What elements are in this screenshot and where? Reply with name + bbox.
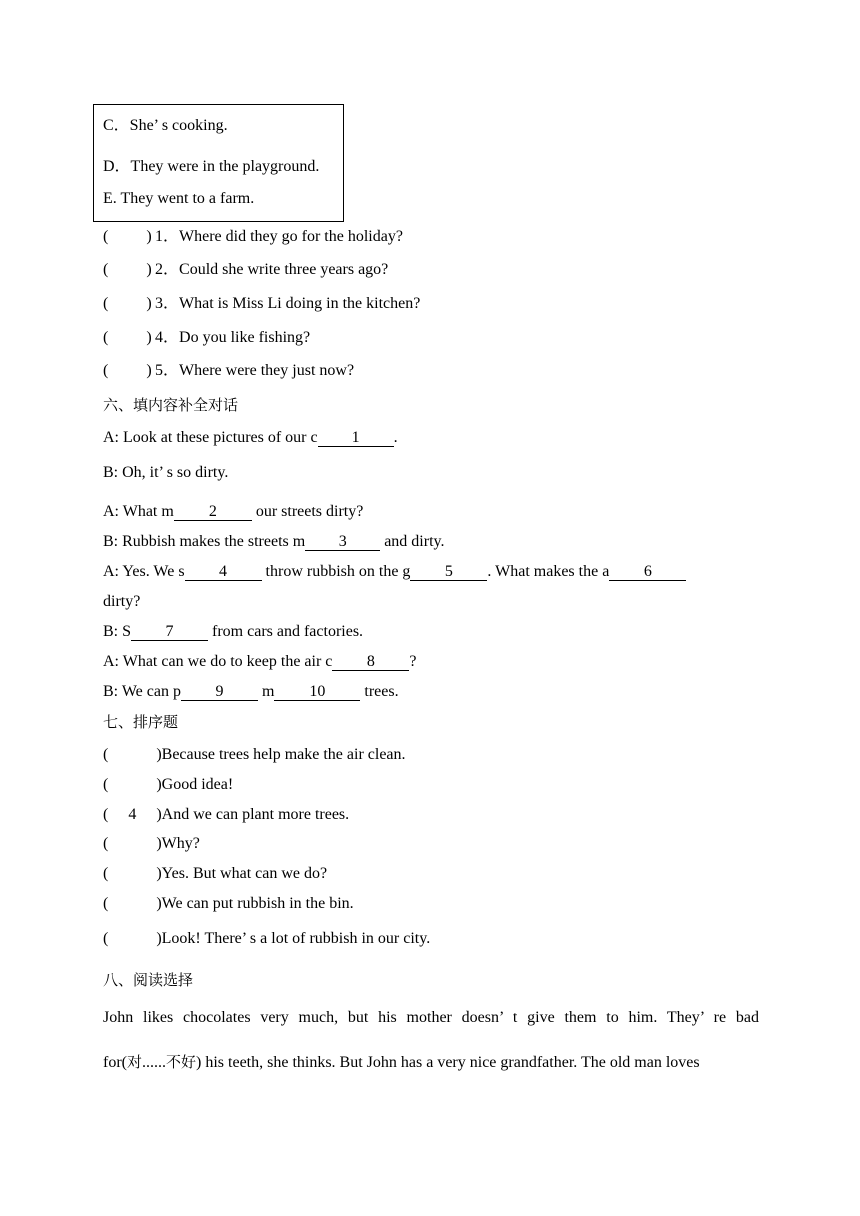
order-text: )Yes. But what can we do? (156, 865, 328, 882)
order-item-4 (103, 834, 200, 854)
dialogue-text: A: What can we do to keep the air c (103, 653, 333, 670)
dialogue-text: B: We can p (103, 683, 181, 700)
blank-5[interactable]: 5 (410, 563, 487, 581)
dialogue-text: B: Rubbish makes the streets m (103, 533, 306, 550)
order-bracket: ( (103, 865, 109, 882)
option-c: C．She’ s cooking. (103, 117, 228, 134)
match-question-5 (103, 361, 354, 381)
dialogue-text: A: What m (103, 503, 174, 520)
reading-paragraph-line-2 (103, 1052, 759, 1073)
paragraph-text: for( (103, 1054, 127, 1071)
blank-6[interactable]: 6 (609, 563, 686, 581)
order-item-7 (103, 929, 430, 949)
dialogue-text: throw rubbish on the g (261, 563, 411, 580)
dialogue-line-7 (103, 652, 417, 672)
dialogue-text: . What makes the a (487, 563, 610, 580)
order-bracket: ( (103, 806, 109, 823)
dialogue-line-6 (103, 622, 363, 642)
question-text: Could she write three years ago? (179, 261, 389, 278)
dialogue-line-2: B: Oh, it’ s so dirty. (103, 464, 229, 481)
question-number: 1． (155, 228, 180, 245)
reading-paragraph-line-1: John likes chocolates very much, but his mother doesn’ t give them to him. They’ re bad (103, 1009, 759, 1026)
paragraph-text: ...... (142, 1054, 166, 1071)
answer-bracket: ( ) (103, 261, 152, 278)
dialogue-text: m (257, 683, 275, 700)
order-bracket: ( (103, 746, 109, 763)
question-number: 2． (155, 261, 180, 278)
order-answer[interactable]: 4 (128, 806, 137, 823)
order-bracket: ( (103, 895, 109, 912)
order-text: )And we can plant more trees. (156, 806, 350, 823)
paragraph-text: 对 (126, 1053, 142, 1071)
dialogue-text: ? (409, 653, 417, 670)
dialogue-text: from cars and factories. (208, 623, 364, 640)
match-question-2 (103, 260, 388, 280)
match-question-1 (103, 227, 403, 247)
section-6-heading: 六、填内容补全对话 (103, 396, 239, 414)
option-d: D．They were in the playground. (103, 158, 320, 175)
section-7-heading: 七、排序题 (103, 713, 179, 731)
answer-bracket: ( ) (103, 329, 152, 346)
order-text: )Good idea! (156, 776, 234, 793)
dialogue-text: our streets dirty? (251, 503, 364, 520)
order-text: )We can put rubbish in the bin. (156, 895, 354, 912)
order-item-1 (103, 745, 406, 765)
order-item-6 (103, 894, 354, 914)
order-item-2 (103, 775, 233, 795)
paragraph-text: ) his teeth, she thinks. But John has a very nice grandfather. The old man loves (196, 1054, 700, 1071)
question-number: 5． (155, 362, 180, 379)
dialogue-text: . (393, 429, 398, 446)
answer-bracket: ( ) (103, 228, 152, 245)
blank-4[interactable]: 4 (185, 563, 262, 581)
blank-3[interactable]: 3 (305, 533, 380, 551)
dialogue-line-1 (103, 428, 398, 448)
dialogue-line-8 (103, 682, 399, 702)
blank-2[interactable]: 2 (174, 503, 252, 521)
blank-1[interactable]: 1 (318, 429, 394, 447)
section-8-heading: 八、阅读选择 (103, 971, 194, 989)
dialogue-text: B: S (103, 623, 132, 640)
dialogue-line-5 (103, 562, 686, 582)
blank-8[interactable]: 8 (332, 653, 409, 671)
question-text: What is Miss Li doing in the kitchen? (179, 295, 421, 312)
option-e: E. They went to a farm. (103, 190, 255, 207)
order-text: )Look! There’ s a lot of rubbish in our city. (156, 930, 431, 947)
question-text: Do you like fishing? (179, 329, 311, 346)
blank-10[interactable]: 10 (274, 683, 360, 701)
paragraph-text: 不好 (166, 1053, 197, 1071)
question-number: 4． (155, 329, 180, 346)
dialogue-line-5-cont: dirty? (103, 593, 141, 610)
dialogue-text: and dirty. (380, 533, 445, 550)
order-text: )Why? (156, 835, 200, 852)
order-item-5 (103, 864, 327, 884)
order-bracket: ( (103, 930, 109, 947)
dialogue-text: A: Look at these pictures of our c (103, 429, 318, 446)
order-item-3 (103, 805, 349, 825)
blank-7[interactable]: 7 (131, 623, 208, 641)
dialogue-line-3 (103, 502, 363, 522)
dialogue-line-4 (103, 532, 444, 552)
question-text: Where did they go for the holiday? (179, 228, 403, 245)
blank-9[interactable]: 9 (181, 683, 258, 701)
match-question-4 (103, 328, 310, 348)
order-bracket: ( (103, 835, 109, 852)
order-bracket: ( (103, 776, 109, 793)
question-text: Where were they just now? (179, 362, 355, 379)
dialogue-text: A: Yes. We s (103, 563, 185, 580)
answer-bracket: ( ) (103, 295, 152, 312)
question-number: 3． (155, 295, 180, 312)
dialogue-text: trees. (360, 683, 399, 700)
answer-bracket: ( ) (103, 362, 152, 379)
order-text: )Because trees help make the air clean. (156, 746, 406, 763)
match-question-3 (103, 294, 420, 314)
